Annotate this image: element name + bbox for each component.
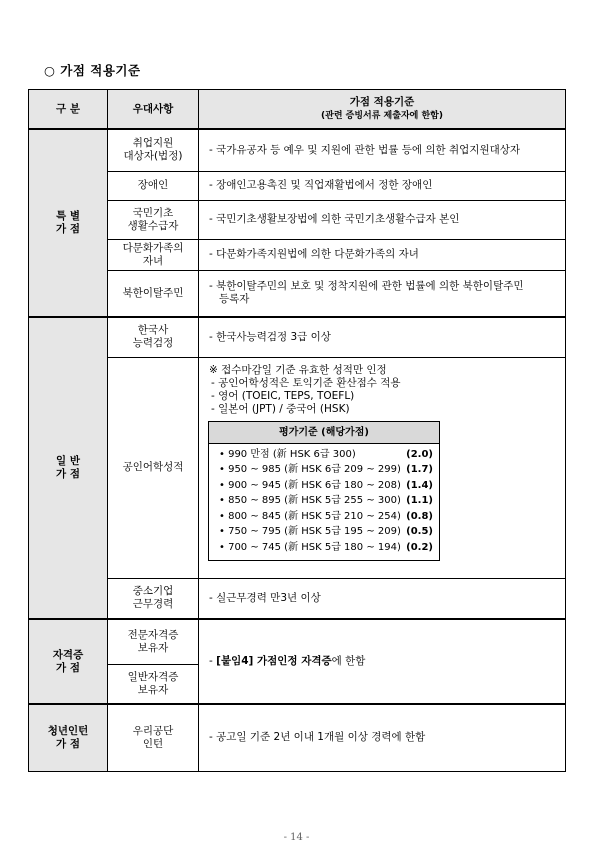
item-korean-history: 한국사 능력검정: [108, 317, 199, 357]
table-header-row: [29, 90, 566, 130]
evaluation-table: [208, 421, 440, 561]
list-item: • 700 ~ 745 (新 HSK 5급 180 ~ 194) (0.2): [219, 542, 433, 554]
item-multicultural: 다문화가족의 자녀: [108, 239, 199, 270]
desc-north-korean-defector: - 북한이탈주민의 보호 및 정착지원에 관한 법률에 의한 북한이탈주민 등록자: [199, 270, 566, 317]
evaluation-list: [209, 443, 440, 560]
header-criteria-note: (관련 증빙서류 제출자에 한함): [321, 110, 443, 121]
list-item: • 750 ~ 795 (新 HSK 5급 195 ~ 209) (0.5): [219, 526, 433, 538]
table-row: [29, 619, 566, 664]
category-youth-intern: 청년인턴 가 점: [29, 704, 108, 771]
table-row: [29, 704, 566, 771]
table-row: [29, 578, 566, 619]
item-sme-experience: 중소기업 근무경력: [108, 578, 199, 619]
bonus-criteria-table: [28, 89, 566, 772]
desc-certificate: - [붙임4] 가점인정 자격증에 한함: [199, 619, 566, 704]
item-north-korean-defector: 북한이탈주민: [108, 270, 199, 317]
desc-disabled: - 장애인고용촉진 및 직업재활법에서 정한 장애인: [199, 171, 566, 200]
item-general-cert: 일반자격증 보유자: [108, 664, 199, 704]
item-employment-support: 취업지원 대상자(법정): [108, 129, 199, 171]
header-criteria: 가점 적용기준 (관련 증빙서류 제출자에 한함): [199, 90, 566, 130]
evaluation-title: 평가기준 (해당가점): [209, 421, 440, 443]
list-item: • 900 ~ 945 (新 HSK 6급 180 ~ 208) (1.4): [219, 479, 433, 491]
desc-language-score: [199, 357, 566, 578]
header-item: 우대사항: [108, 90, 199, 130]
item-basic-livelihood: 국민기초 생활수급자: [108, 200, 199, 239]
desc-agency-intern: - 공고일 기준 2년 이내 1개월 이상 경력에 한함: [199, 704, 566, 771]
item-professional-cert: 전문자격증 보유자: [108, 619, 199, 664]
table-row: [29, 239, 566, 270]
table-row: [29, 317, 566, 357]
desc-basic-livelihood: - 국민기초생활보장법에 의한 국민기초생활수급자 본인: [199, 200, 566, 239]
list-item: • 950 ~ 985 (新 HSK 6급 209 ~ 299) (1.7): [219, 464, 433, 476]
list-item: • 850 ~ 895 (新 HSK 5급 255 ~ 300) (1.1): [219, 495, 433, 507]
desc-korean-history: - 한국사능력검정 3급 이상: [199, 317, 566, 357]
table-row: [29, 357, 566, 578]
header-category: 구 분: [29, 90, 108, 130]
item-disabled: 장애인: [108, 171, 199, 200]
desc-sme-experience: - 실근무경력 만3년 이상: [199, 578, 566, 619]
page-number: - 14 -: [283, 832, 310, 843]
table-row: [29, 200, 566, 239]
section-title: ○ 가점 적용기준: [44, 63, 141, 78]
item-language-score: 공인어학성적: [108, 357, 199, 578]
category-special: 특 별 가 점: [29, 129, 108, 317]
category-general: 일 반 가 점: [29, 317, 108, 619]
table-row: [29, 171, 566, 200]
language-notes: ※ 접수마감일 기준 유효한 성적만 인정 - 공인어학성적은 토익기준 환산점수 적용 - 영어 (TOEIC, TEPS, TOEFL) - 일본어 (JPT) / 중국어 (HSK): [209, 363, 401, 415]
list-item: • 800 ~ 845 (新 HSK 5급 210 ~ 254) (0.8): [219, 510, 433, 522]
list-item: • 990 만점 (新 HSK 6급 300) (2.0): [219, 448, 433, 460]
table-row: [29, 270, 566, 317]
desc-employment-support: - 국가유공자 등 예우 및 지원에 관한 법률 등에 의한 취업지원대상자: [199, 129, 566, 171]
desc-multicultural: - 다문화가족지원법에 의한 다문화가족의 자녀: [199, 239, 566, 270]
table-row: [29, 129, 566, 171]
category-certificate: 자격증 가 점: [29, 619, 108, 704]
item-agency-intern: 우리공단 인턴: [108, 704, 199, 771]
